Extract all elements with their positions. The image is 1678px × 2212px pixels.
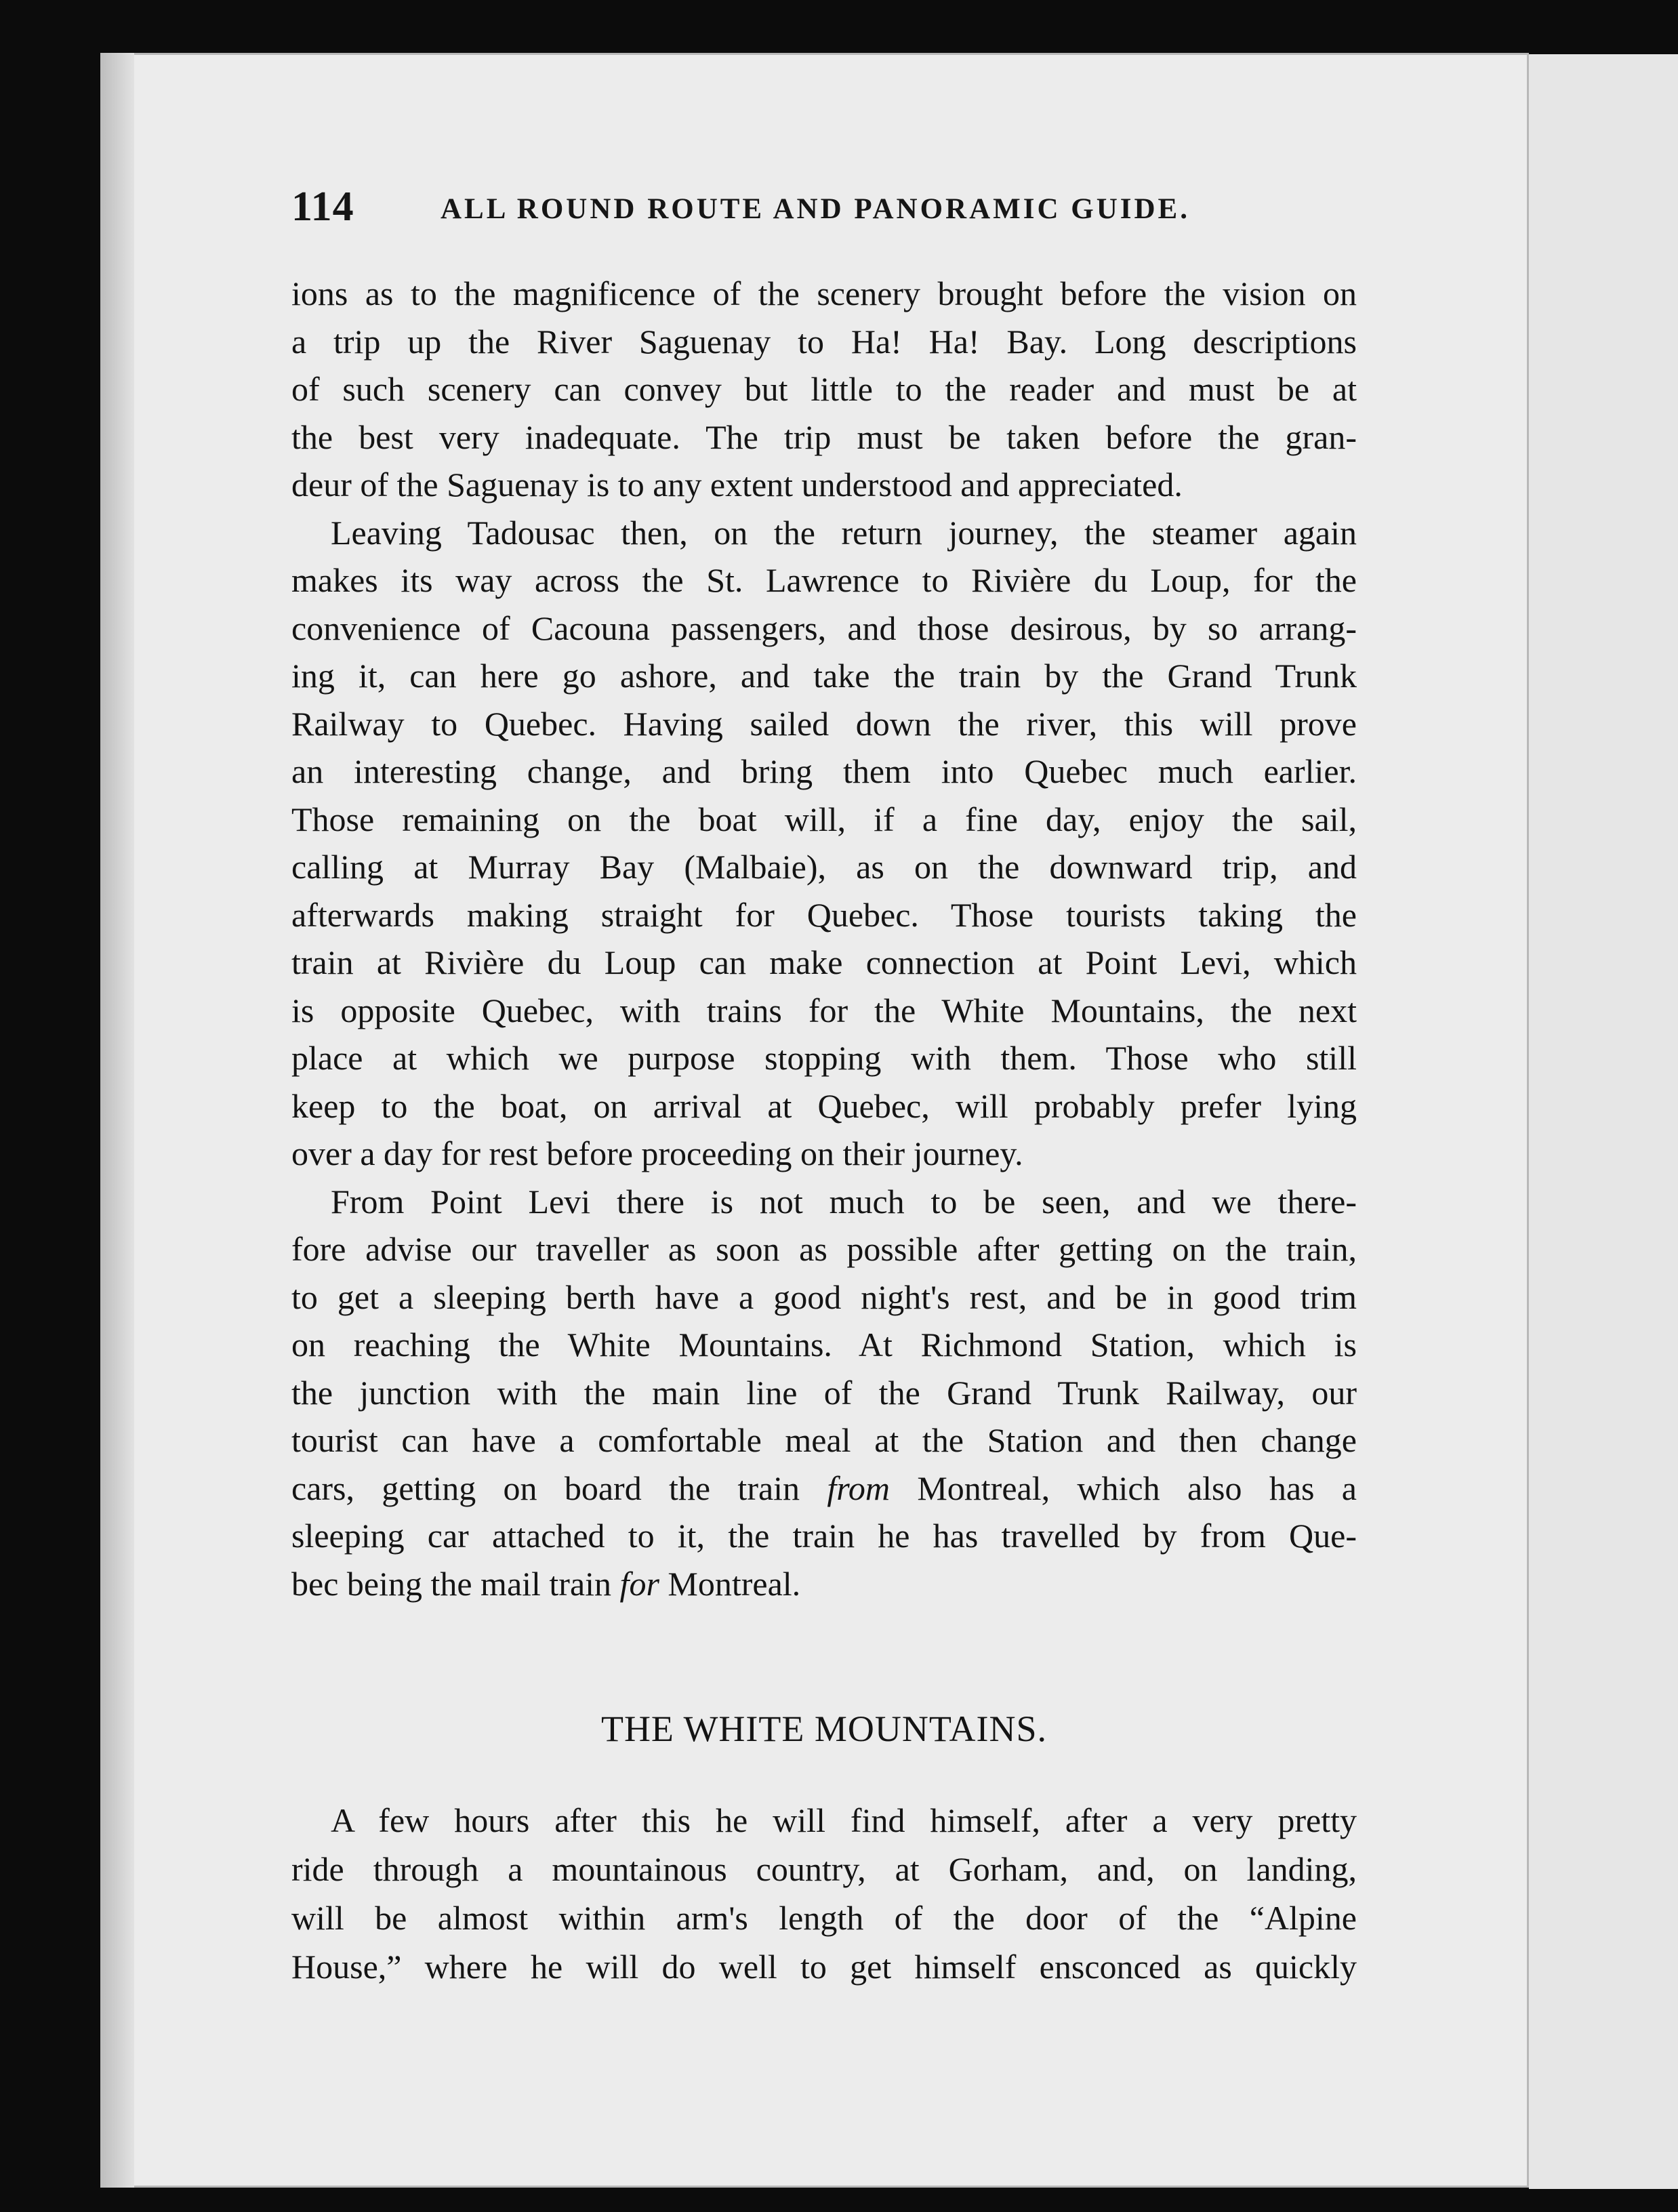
text-line: fore advise our traveller as soon as possible after getting on the train,: [291, 1230, 1357, 1268]
text-line: keep to the boat, on arrival at Quebec, will probably prefer lying: [291, 1086, 1357, 1125]
italic-word: from: [827, 1469, 890, 1507]
text-line: makes its way across the St. Lawrence to Rivière du Loup, for the: [291, 561, 1357, 599]
text-line: A few hours after this he will find himself, after a very pretty: [331, 1801, 1357, 1839]
text-line: [291, 1465, 1357, 1513]
text-line: over a day for rest before proceeding on their journey.: [291, 1134, 1023, 1172]
text-line: will be almost within arm's length of the door of the “Alpine: [291, 1899, 1357, 1937]
page-number: 114: [291, 184, 354, 230]
italic-word: for: [619, 1564, 659, 1603]
text-line: is opposite Quebec, with trains for the White Mountains, the next: [291, 991, 1357, 1029]
text-segment: Montreal, which also has a: [917, 1469, 1357, 1507]
section-heading: THE WHITE MOUNTAINS.: [600, 1708, 1048, 1749]
text-line: House,” where he will do well to get himself ensconced as quickly: [291, 1948, 1357, 1986]
text-line: an interesting change, and bring them into Quebec much earlier.: [291, 752, 1357, 790]
text-line: on reaching the White Mountains. At Richmond Station, which is: [291, 1326, 1357, 1364]
text-line: calling at Murray Bay (Malbaie), as on the downward trip, and: [291, 848, 1357, 886]
text-line: Those remaining on the boat will, if a fine day, enjoy the sail,: [291, 800, 1357, 838]
text-line: sleeping car attached to it, the train he has travelled by from Que-: [291, 1517, 1357, 1555]
text-line: Railway to Quebec. Having sailed down the river, this will prove: [291, 704, 1357, 743]
text-line: afterwards making straight for Quebec. Those tourists taking the: [291, 895, 1357, 934]
text-line: ing it, can here go ashore, and take the train by the Grand Trunk: [291, 657, 1357, 695]
text-line: Leaving Tadousac then, on the return journey, the steamer again: [331, 513, 1357, 552]
running-title: ALL ROUND ROUTE AND PANORAMIC GUIDE.: [441, 193, 1190, 225]
page-header: [291, 183, 1349, 237]
text-segment: cars, getting on board the train: [291, 1469, 800, 1507]
text-line: place at which we purpose stopping with them. Those who still: [291, 1039, 1357, 1077]
text-line: deur of the Saguenay is to any extent understood and appreciated.: [291, 466, 1183, 504]
text-line: the best very inadequate. The trip must be taken before the gran-: [291, 417, 1357, 456]
text-line: From Point Levi there is not much to be seen, and we there-: [331, 1182, 1357, 1221]
text-segment: Montreal.: [668, 1564, 801, 1603]
text-line: of such scenery can convey but little to the reader and must be at: [291, 370, 1357, 408]
main-text: [291, 270, 1357, 1607]
section-text: [291, 1796, 1357, 1991]
text-line: convenience of Cacouna passengers, and those desirous, by so arrang-: [291, 609, 1357, 647]
text-line: tourist can have a comfortable meal at the Station and then change: [291, 1421, 1357, 1459]
page-edge: [100, 53, 134, 2188]
text-line: train at Rivière du Loup can make connection at Point Levi, which: [291, 943, 1357, 981]
text-line: ride through a mountainous country, at Gorham, and, on landing,: [291, 1850, 1357, 1888]
facing-page: [1529, 54, 1678, 2189]
text-line: ions as to the magnificence of the scenery brought before the vision on: [291, 274, 1357, 312]
text-line: a trip up the River Saguenay to Ha! Ha! Bay. Long descriptions: [291, 322, 1357, 361]
text-line: to get a sleeping berth have a good night's rest, and be in good trim: [291, 1277, 1357, 1316]
text-line: [291, 1560, 1357, 1608]
text-line: the junction with the main line of the Grand Trunk Railway, our: [291, 1373, 1357, 1412]
text-segment: bec being the mail train: [291, 1564, 612, 1603]
